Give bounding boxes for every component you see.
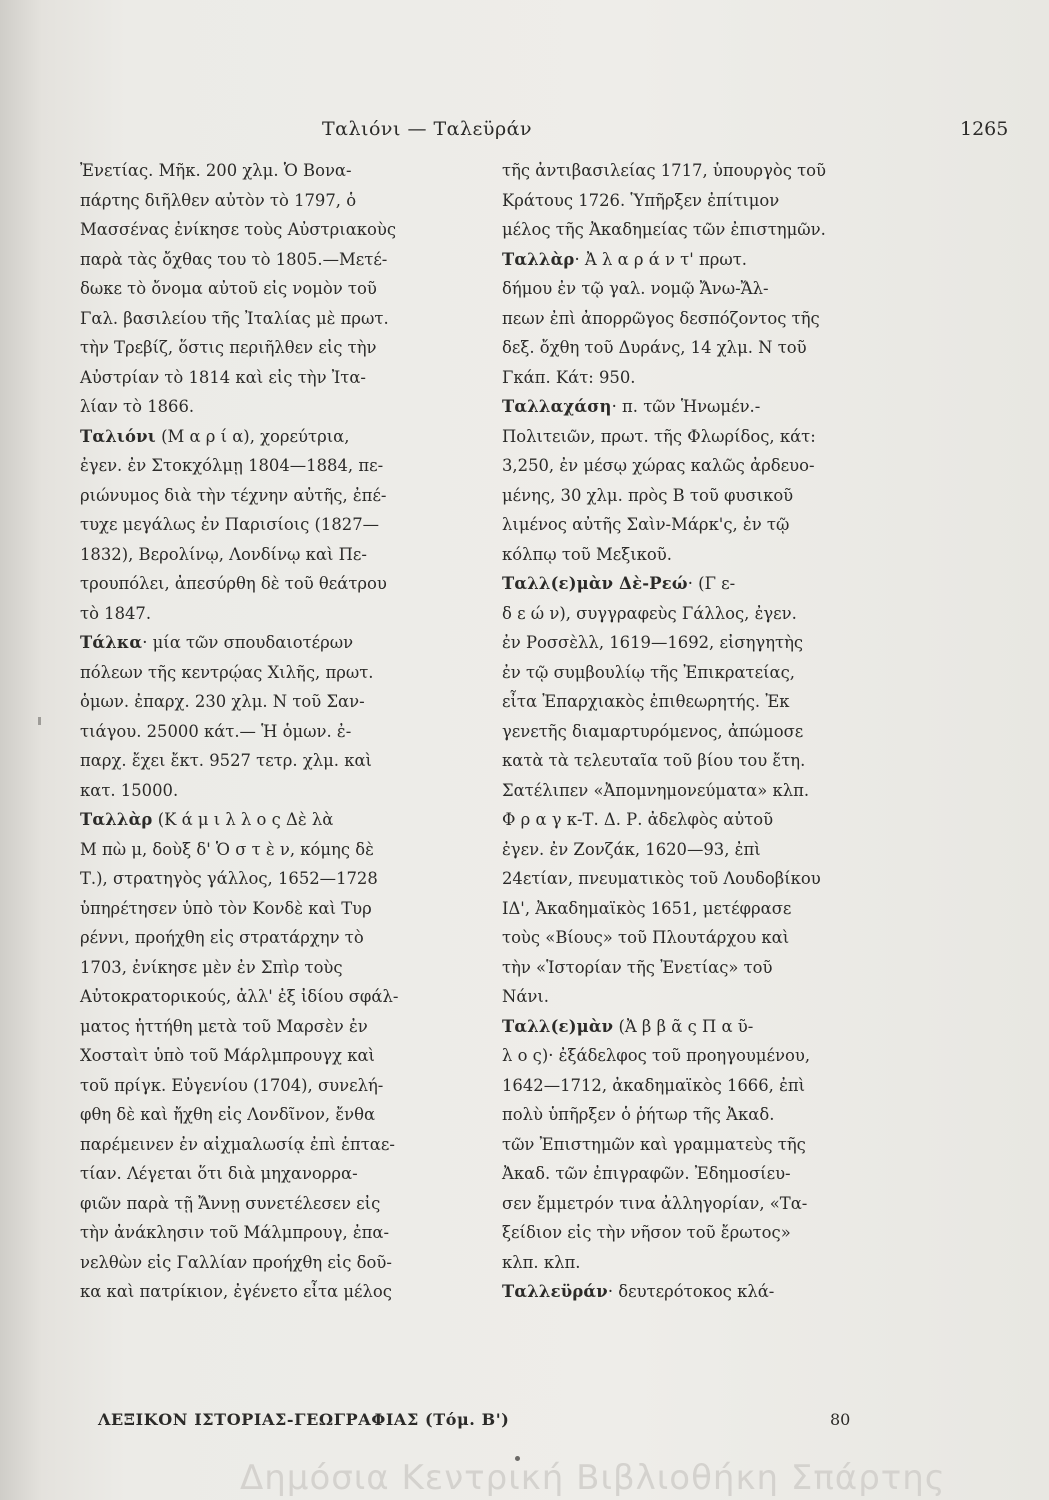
line-text: δωκε τὸ ὄνομα αὐτοῦ εἰς νομὸν τοῦ (80, 279, 377, 298)
text-line (502, 658, 847, 688)
text-line (502, 599, 847, 629)
text-line (80, 156, 480, 186)
line-text: κλπ. κλπ. (502, 1252, 581, 1272)
line-text: Αὐτοκρατορικούς, ἀλλ' ἐξ ἰδίου σφάλ- (80, 987, 399, 1006)
line-text: ὁμων. ἐπαρχ. 230 χλμ. Ν τοῦ Σαν- (80, 692, 365, 711)
text-line (502, 363, 847, 393)
text-line (80, 1277, 480, 1307)
text-line (80, 1071, 480, 1101)
line-text: Γαλ. βασιλείου τῆς Ἰταλίας μὲ πρωτ. (80, 308, 389, 328)
line-text: τυχε μεγάλως ἐν Παρισίοις (1827— (80, 515, 380, 534)
line-text: γενετῆς διαμαρτυρόμενος, ἀπώμοσε (502, 721, 804, 741)
line-text: τοῦ πρίγκ. Εὐγενίου (1704), συνελή- (80, 1075, 384, 1095)
text-line (80, 481, 480, 511)
line-text: μένης, 30 χλμ. πρὸς Β τοῦ φυσικοῦ (502, 485, 794, 505)
text-line (502, 422, 847, 452)
text-line (502, 569, 847, 599)
line-text: πεων ἐπὶ ἀπορρῶγος δεσπόζοντος τῆς (502, 308, 820, 328)
line-text: · δευτερότοκος κλά- (607, 1282, 775, 1301)
line-text: τὴν «Ἱστορίαν τῆς Ἐνετίας» τοῦ (502, 957, 773, 977)
entry-headword: Ταλλὰρ (80, 810, 153, 829)
line-text: εἶτα Ἐπαρχιακὸς ἐπιθεωρητής. Ἐκ (502, 692, 790, 711)
text-line (80, 776, 480, 806)
text-line (80, 1218, 480, 1248)
text-line (80, 333, 480, 363)
line-text: πολὺ ὑπῆρξεν ὁ ῥήτωρ τῆς Ἀκαδ. (502, 1105, 775, 1124)
text-line (502, 540, 847, 570)
text-line (80, 746, 480, 776)
text-line (80, 864, 480, 894)
line-text: ματος ἡττήθη μετὰ τοῦ Μαρσὲν ἐν (80, 1016, 368, 1036)
text-line (502, 1071, 847, 1101)
line-text: κόλπῳ τοῦ Μεξικοῦ. (502, 544, 672, 564)
text-line (80, 363, 480, 393)
line-text: · μία τῶν σπουδαιοτέρων (142, 633, 354, 652)
text-line (502, 1130, 847, 1160)
text-line (80, 923, 480, 953)
text-line (502, 1041, 847, 1071)
text-line (502, 304, 847, 334)
line-text: ρέννι, προήχθη εἰς στρατάρχην τὸ (80, 928, 364, 947)
running-header (0, 118, 1049, 148)
line-text: Μασσένας ἐνίκησε τοὺς Αὐστριακοὺς (80, 220, 397, 239)
text-line (80, 599, 480, 629)
text-line (502, 864, 847, 894)
line-text: λίαν τὸ 1866. (80, 397, 195, 416)
library-watermark: Δημόσια Κεντρική Βιβλιοθήκη Σπάρτης (240, 1458, 946, 1498)
text-line (80, 569, 480, 599)
line-text: τὴν Τρεβίζ, ὅστις περιῆλθεν εἰς τὴν (80, 338, 377, 357)
line-text: ΙΔ', Ἀκαδημαϊκὸς 1651, μετέφρασε (502, 898, 792, 918)
text-line (502, 687, 847, 717)
line-text: 3,250, ἐν μέσῳ χώρας καλῶς ἀρδευο- (502, 456, 815, 475)
text-line (80, 1159, 480, 1189)
text-line (80, 1012, 480, 1042)
line-text: πάρτης διῆλθεν αὐτὸν τὸ 1797, ὁ (80, 190, 357, 210)
line-text: ἐν Ροσσὲλλ, 1619—1692, εἰσηγητὴς (502, 633, 804, 652)
text-line (502, 953, 847, 983)
line-text: Γκάπ. Κάτ: 950. (502, 367, 636, 387)
line-text: ἐν τῷ συμβουλίῳ τῆς Ἐπικρατείας, (502, 662, 795, 682)
text-line (80, 215, 480, 245)
text-line (502, 1159, 847, 1189)
line-text: Πολιτειῶν, πρωτ. τῆς Φλωρίδος, κάτ: (502, 426, 816, 446)
right-column (502, 156, 847, 1307)
line-text: πόλεων τῆς κεντρῴας Χιλῆς, πρωτ. (80, 662, 374, 682)
line-text: ὑπηρέτησεν ὑπὸ τὸν Κονδὲ καὶ Τυρ (80, 898, 372, 918)
entry-headword: Τάλκα (80, 633, 143, 652)
page-number: 1265 (960, 118, 1009, 140)
line-text: · (Γ ε- (687, 574, 736, 593)
entry-headword: Ταλλεϋράν (502, 1282, 608, 1301)
text-line (80, 1189, 480, 1219)
line-text: 1642—1712, ἀκαδημαϊκὸς 1666, ἐπὶ (502, 1075, 806, 1095)
line-text: φιῶν παρὰ τῇ Ἄννῃ συνετέλεσεν εἰς (80, 1193, 381, 1213)
text-line (502, 1248, 847, 1278)
text-line (80, 274, 480, 304)
text-line (502, 894, 847, 924)
line-text: λιμένος αὐτῆς Σαὶν-Μάρκ'ς, ἐν τῷ (502, 515, 790, 534)
text-line (502, 1218, 847, 1248)
line-text: ριώνυμος διὰ τὴν τέχνην αὐτῆς, ἐπέ- (80, 485, 387, 505)
line-text: ξείδιον εἰς τὴν νῆσον τοῦ ἔρωτος» (502, 1223, 791, 1242)
page-footer (98, 1410, 858, 1436)
line-text: Νάνι. (502, 987, 550, 1006)
text-line (80, 1130, 480, 1160)
text-line (502, 1189, 847, 1219)
text-line (502, 333, 847, 363)
text-line (80, 982, 480, 1012)
text-line (502, 1277, 847, 1307)
entry-headword: Ταλλ(ε)μὰν (502, 1016, 614, 1036)
text-line (502, 215, 847, 245)
footer-signature: 80 (830, 1410, 851, 1429)
line-text: δήμου ἐν τῷ γαλ. νομῷ Ἄνω-Ἄλ- (502, 279, 769, 298)
line-text: μέλος τῆς Ἀκαδημείας τῶν ἐπιστημῶν. (502, 220, 826, 239)
text-line (502, 923, 847, 953)
text-line (502, 451, 847, 481)
text-line (502, 776, 847, 806)
line-text: κατ. 15000. (80, 780, 179, 800)
text-line (80, 451, 480, 481)
text-line (502, 982, 847, 1012)
text-line (80, 304, 480, 334)
text-line (80, 687, 480, 717)
line-text: Χοσταὶτ ὑπὸ τοῦ Μάρλμπρουγχ καὶ (80, 1046, 375, 1065)
text-line (502, 805, 847, 835)
entry-headword: Ταλλὰρ (502, 249, 575, 269)
line-text: τῆς ἀντιβασιλείας 1717, ὑπουργὸς τοῦ (502, 161, 827, 180)
text-line (80, 658, 480, 688)
text-line (502, 274, 847, 304)
text-line (80, 953, 480, 983)
line-text: ἐγεν. ἐν Στοκχόλμῃ 1804—1884, πε- (80, 456, 384, 475)
line-text: Τ.), στρατηγὸς γάλλος, 1652—1728 (80, 869, 378, 888)
text-line (502, 186, 847, 216)
margin-mark (38, 717, 41, 725)
line-text: Μ πὼ μ, δοὺξ δ' Ὁ σ τ ὲ ν, κόμης δὲ (80, 839, 374, 859)
entry-headword: Ταλλ(ε)μὰν Δὲ-Ρεώ (502, 574, 688, 593)
line-text: τρουπόλει, ἀπεσύρθη δὲ τοῦ θεάτρου (80, 574, 387, 593)
line-text: (Ἀ β β ᾶ ς Π α ῦ- (613, 1016, 754, 1036)
text-line (502, 392, 847, 422)
line-text: τοὺς «Βίους» τοῦ Πλουτάρχου καὶ (502, 928, 790, 947)
line-text: παρχ. ἔχει ἔκτ. 9527 τετρ. χλμ. καὶ (80, 751, 372, 770)
text-line (80, 540, 480, 570)
text-line (502, 481, 847, 511)
line-text: τὸ 1847. (80, 603, 152, 623)
line-text: παρὰ τὰς ὄχθας του τὸ 1805.—Μετέ- (80, 249, 388, 269)
line-text: Φ ρ α γ κ-Τ. Δ. Ρ. ἀδελφὸς αὐτοῦ (502, 810, 774, 829)
line-text: Ἐνετίας. Μῆκ. 200 χλμ. Ὁ Βονα- (80, 161, 352, 180)
header-title: Ταλιόνι — Ταλεϋράν (322, 118, 533, 140)
line-text: · Ἀ λ α ρ ά ν τ' πρωτ. (574, 249, 747, 269)
line-text: (Μ α ρ ί α), χορεύτρια, (155, 426, 350, 446)
line-text: Ἀκαδ. τῶν ἐπιγραφῶν. Ἐδημοσίευ- (502, 1164, 791, 1183)
line-text: τίαν. Λέγεται ὅτι διὰ μηχανορρα- (80, 1164, 358, 1183)
text-line (502, 746, 847, 776)
line-text: φθη δὲ καὶ ἤχθη εἰς Λονδῖνον, ἔνθα (80, 1105, 376, 1124)
footer-title: ΛΕΞΙΚΟΝ ΙΣΤΟΡΙΑΣ-ΓΕΩΓΡΑΦΙΑΣ (Τόμ. Β') (98, 1410, 510, 1429)
line-text: 1832), Βερολίνῳ, Λονδίνῳ καὶ Πε- (80, 544, 367, 564)
text-line (502, 717, 847, 747)
text-line (80, 628, 480, 658)
line-text: κα καὶ πατρίκιον, ἐγένετο εἶτα μέλος (80, 1282, 392, 1301)
text-line (80, 510, 480, 540)
entry-headword: Ταλιόνι (80, 426, 156, 446)
line-text: (Κ ά μ ι λ λ ο ς Δὲ λὰ (152, 810, 334, 829)
line-text: τιάγου. 25000 κάτ.— Ἡ ὁμων. ἐ- (80, 721, 352, 741)
text-line (502, 628, 847, 658)
text-line (80, 245, 480, 275)
line-text: · π. τῶν Ἡνωμέν.- (611, 397, 761, 416)
line-text: ἐγεν. ἐν Ζονζάκ, 1620—93, ἐπὶ (502, 839, 761, 859)
line-text: λ ο ς)· ἐξάδελφος τοῦ προηγουμένου, (502, 1046, 811, 1065)
text-line (502, 1100, 847, 1130)
text-line (502, 1012, 847, 1042)
text-line (80, 835, 480, 865)
text-line (80, 1100, 480, 1130)
left-column (80, 156, 480, 1307)
text-line (80, 1248, 480, 1278)
line-text: 24ετίαν, πνευματικὸς τοῦ Λουδοβίκου (502, 869, 821, 888)
line-text: Κράτους 1726. Ὑπῆρξεν ἐπίτιμον (502, 190, 780, 210)
text-line (80, 717, 480, 747)
text-line (502, 835, 847, 865)
text-line (80, 422, 480, 452)
text-line (80, 392, 480, 422)
line-text: τῶν Ἐπιστημῶν καὶ γραμματεὺς τῆς (502, 1134, 806, 1154)
line-text: νελθὼν εἰς Γαλλίαν προήχθη εἰς δοῦ- (80, 1252, 392, 1272)
line-text: τὴν ἀνάκλησιν τοῦ Μάλμπρουγ, ἐπα- (80, 1223, 390, 1242)
line-text: παρέμεινεν ἐν αἰχμαλωσίᾳ ἐπὶ ἑπταε- (80, 1134, 395, 1154)
text-line (80, 805, 480, 835)
text-line (80, 186, 480, 216)
text-line (502, 510, 847, 540)
text-line (502, 245, 847, 275)
text-line (80, 894, 480, 924)
line-text: δεξ. ὄχθη τοῦ Δυράνς, 14 χλμ. Ν τοῦ (502, 338, 807, 357)
text-line (80, 1041, 480, 1071)
line-text: δ ε ώ ν), συγγραφεὺς Γάλλος, ἐγεν. (502, 603, 797, 623)
text-line (502, 156, 847, 186)
line-text: Σατέλιπεν «Ἀπομνημονεύματα» κλπ. (502, 780, 810, 800)
line-text: Αὐστρίαν τὸ 1814 καὶ εἰς τὴν Ἰτα- (80, 367, 366, 387)
line-text: κατὰ τὰ τελευταῖα τοῦ βίου του ἔτη. (502, 751, 806, 770)
entry-headword: Ταλλαχάση (502, 397, 612, 416)
line-text: σεν ἔμμετρόν τινα ἀλληγορίαν, «Τα- (502, 1193, 808, 1213)
line-text: 1703, ἐνίκησε μὲν ἐν Σπὶρ τοὺς (80, 957, 343, 977)
